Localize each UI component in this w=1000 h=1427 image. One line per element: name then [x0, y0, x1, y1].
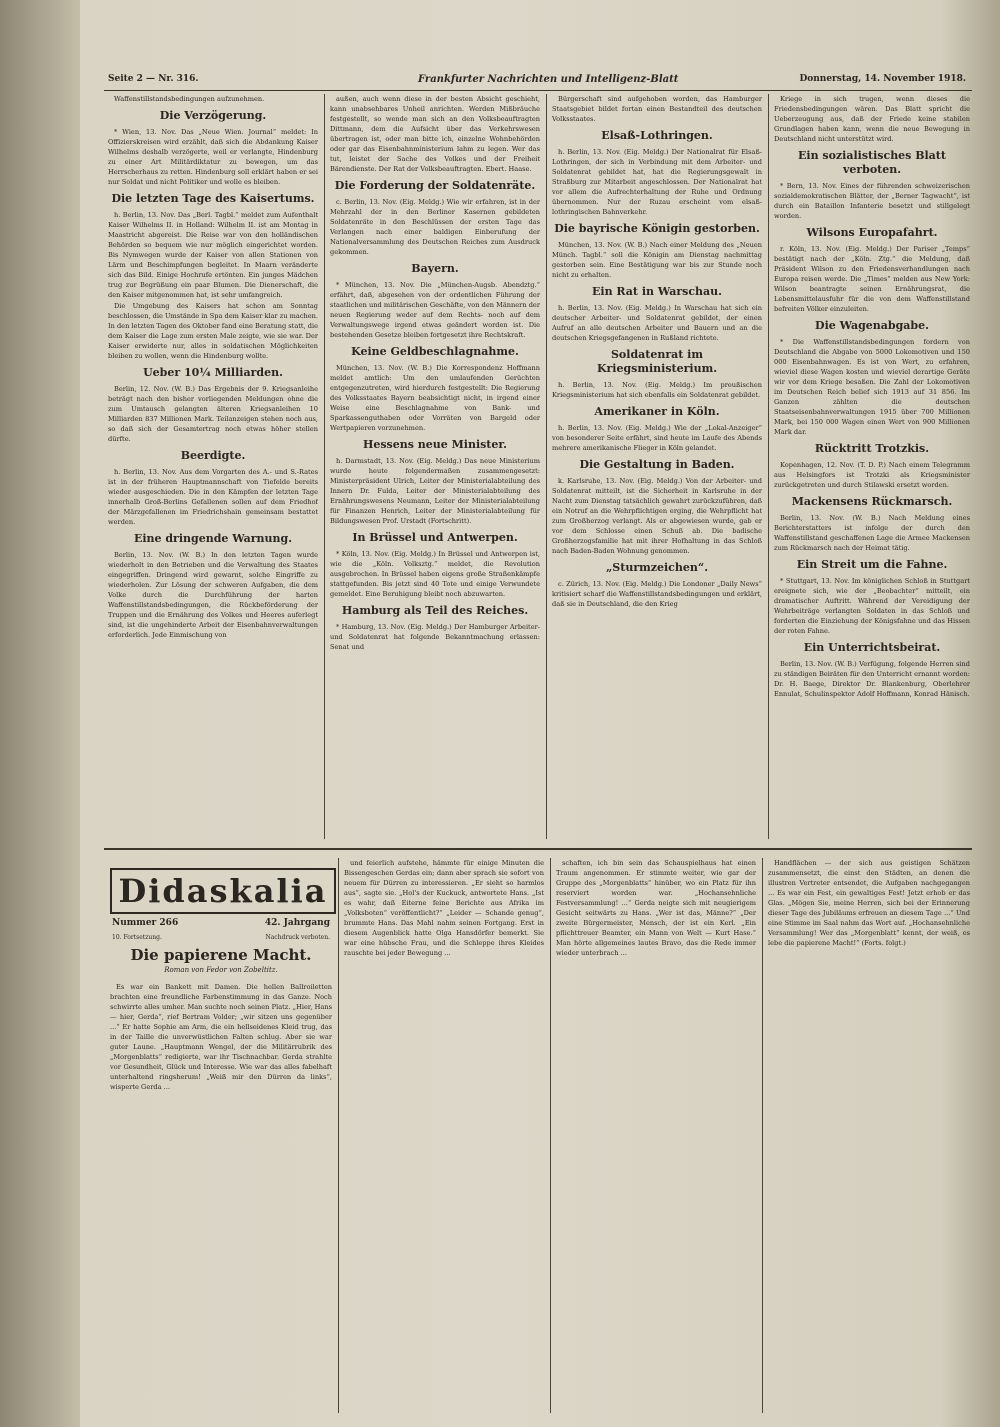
article-headline: Ein Unterrichtsbeirat.	[803, 641, 941, 654]
article-paragraph: h. Berlin, 13. Nov. (Eig. Meldg.) Im preußischen Kriegsministerium hat sich ebenfalls ein Soldatenrat gebildet.	[552, 381, 762, 399]
article-headline: Eine dringende Warnung.	[133, 532, 293, 545]
article-headline: Ueber 10¼ Milliarden.	[143, 366, 283, 379]
article-headline: Die Forderung der Soldatenräte.	[334, 179, 536, 192]
article-paragraph: Berlin, 13. Nov. (W. B.) Verfügung, folgende Herren sind zu ständigen Beiräten für den Unterricht ernannt worden: Dr. H. Baege, Direktor Dr. Blankenburg, Oberlehrer Ennulat, Schulinspektor Adolf Hoffmann, Konrad Hänisch.	[774, 660, 970, 698]
novel-text: Es war ein Bankett mit Damen. Die hellen Ballroiletten brachten eine freundliche Farbenstimmung in das Ganze. Noch schwirrte alles umher. Man suchte noch seinen Platz. „Hier, Hans — hier, Gerda“, rief Bertram Volder; „wir sitzen uns gegenüber ...“ Er hatte Sophie am Arm, die ein hellseidenes Kleid trug, das in der Taille die unverwüstlichen Falten schlug. Aber sie war guter Laune. „Hauptmann Wengel, der die Militärrubrik des „Morgenblatts“ redigierte, war ihr Tischnachbar. Gerda strahlte vor Gesundheit, Glück und Interesse. Wie war das alles fabelhaft unterhaltend ringsherum! „Weiß mir den Dürren da links“, wisperte Gerda ...	[110, 983, 332, 1091]
article-paragraph: * Stuttgart, 13. Nov. Im königlichen Schloß in Stuttgart ereignete sich, wie der „Beobachter“ mitteilt, ein dramatischer Auftritt. Während der Vereidigung der Wehrbeiträge verlangten Soldaten in das Schloß und forderten die Einziehung der Königsfahne und das Hissen der roten Fahne.	[774, 577, 970, 635]
feuilleton-issue	[112, 918, 330, 928]
article-paragraph: * Hamburg, 13. Nov. (Eig. Meldg.) Der Hamburger Arbeiter- und Soldatenrat hat folgende Bekanntmachung erlassen: Senat und	[330, 623, 540, 651]
news-column-4	[774, 94, 970, 839]
article-headline: Ein Rat in Warschau.	[592, 285, 722, 298]
news-column-1	[108, 94, 318, 839]
article-headline: In Brüssel und Antwerpen.	[352, 531, 518, 544]
novel-text: Handflächen — der sich aus geistigen Schätzen zusammensetzt, die einst den Städten, an denen die illustren Vertreter entsendet, die Aufgaben nachgegangen ... Es war ein Fest, ein gewaltiges Fest! Jetzt erhob er das Glas. „Mögen Sie, meine Herren, sich bei der Erinnerung dieser Tage des Jubiläums erfreuen an diesem Tage ...“ Und eine Stimme im Saal nahm das Wort auf. „Hochansehnliche Versammlung! Wer das „Morgenblatt“ kennt, der weiß, es lebe die papierene Macht!“ (Forts. folgt.)	[768, 859, 970, 947]
article-headline: Amerikaner in Köln.	[594, 405, 720, 418]
issue-number: Nummer 266	[112, 918, 179, 928]
article-paragraph: Berlin, 13. Nov. (W. B.) Nach Meldung eines Berichterstatters ist infolge der durch den Waffenstillstand geschaffenen Lage die Armee Mackensen zum Rückmarsch nach der Heimat tätig.	[774, 514, 970, 552]
reprint-note: Nachdruck verboten.	[265, 934, 330, 941]
feuilleton-column-2	[344, 858, 544, 1413]
article-paragraph: h. Berlin, 13. Nov. (Eig. Meldg.) Der Nationalrat für Elsaß-Lothringen, der sich in Verbindung mit dem Arbeiter- und Soldatenrat gebildet hat, hat die Regierungsgewalt in Straßburg zur Mitarbeit angeschlossen. Der Nationalrat hat vor allem die Aufrechterhaltung der Ruhe und Ordnung übernommen. Nur der Ruzau erscheint vom elsaß-lothringischen Bahnverkehr.	[552, 148, 762, 216]
article-paragraph: k. Karlsruhe, 13. Nov. (Eig. Meldg.) Von der Arbeiter- und Soldatenrat mitteilt, ist die Sicherheit in Karlsruhe in der Nacht zum Dienstag tatsächlich gewahrt zurückzuführen, daß ein Notruf an die Wehrpflichtigen erging, die Wehrpflicht hat zum Großherzog verlangt. Als er abgewiesen wurde, gab er vor dem Schlosse einen Schuß ab. Die badische Großherzogsfamilie hat mit ihrer Hofhaltung in das Schloß nach Baden-Baden Wohnung genommen.	[552, 477, 762, 555]
news-column-2	[330, 94, 540, 839]
article-paragraph: h. Berlin, 13. Nov. Das „Berl. Tagbl.“ meldet zum Aufenthalt Kaiser Wilhelms II. in Holland: Wilhelm II. ist am Montag in Maastricht abgereist. Die Reise war von den holländischen Behörden so bequem wie nur möglich eingerichtet worden. Bis Nymwegen wurde der Kaiser von allen Stationen von Lärm und Beschimpfungen begleitet. In Maarn veränderte sich das Bild. Einige Hochrufe ertönten. Ein junges Mädchen trug zur Begrüßung ein paar Blumen. Die Dienerschaft, die den Kaiser mitgenommen hat, ist sehr umfangreich.	[108, 211, 318, 299]
article-headline: Elsaß-Lothringen.	[601, 129, 713, 142]
article-paragraph: Die Umgebung des Kaisers hat schon am Sonntag beschlossen, die Umstände in Spa dem Kaiser klar zu machen. In den letzten Tagen des Oktober fand eine Beratung statt, die dem Kaiser die Lage zum ersten Male zeigte, wie sie war. Der Kaiser erwiderte nur, alles in soldatischen Möglichkeiten bleiben zu wollen, wenn die Hindenburg wollte.	[108, 302, 318, 360]
article-paragraph: * Die Waffenstillstandsbedingungen fordern von Deutschland die Abgabe von 5000 Lokomotiven und 150 000 Eisenbahnwagen. Es ist von Wert, zu erfahren, wieviel diese Wagen kosten und wieviel derartige Geräte wir vor dem Kriege besaßen. Die Zahl der Lokomotiven im Deutschen Reich belief sich 1913 auf 31 856. Im Ganzen zählten die deutschen Staatseisenbahnverwaltungen 1915 über 700 Millionen Mark, bei 150 000 Wagen einen Wert von 900 Millionen Mark dar.	[774, 338, 970, 436]
article-headline: Die bayrische Königin gestorben.	[554, 222, 760, 235]
article-paragraph: Waffenstillstandsbedingungen aufzunehmen.	[114, 95, 265, 103]
feuilleton-column-3	[556, 858, 756, 1413]
article-headline: Beerdigte.	[180, 449, 246, 462]
continuation-note: 10. Fortsetzung.	[112, 934, 162, 941]
article-paragraph: Bürgerschaft sind aufgehoben worden, das Hamburger Staatsgebiet bildet fortan einen Bestandteil des deutschen Volksstaates.	[552, 95, 762, 123]
article-paragraph: c. Berlin, 13. Nov. (Eig. Meldg.) Wie wir erfahren, ist in der Mehrzahl der in den Berliner Kasernen gebildeten Soldatenräte in den Beschlüssen der ersten Tage das Verlangen nach einer baldigen Einberufung der Nationalversammlung des Deutschen Reiches zum Ausdruck gekommen.	[330, 198, 540, 256]
column-divider	[338, 858, 339, 1413]
article-headline: Hamburg als Teil des Reiches.	[341, 604, 529, 617]
feuilleton-column-1	[110, 982, 332, 1412]
column-divider	[546, 94, 547, 839]
article-headline: Die letzten Tage des Kaisertums.	[111, 192, 315, 205]
article-paragraph: h. Berlin, 13. Nov. Aus dem Vorgarten des A.- und S.-Rates ist in der früheren Hauptmannschaft von Tiefelde bereits wieder ausgeschieden. Die in den Kämpfen der letzten Tage innerhalb Groß-Berlins Gefallenen sollen auf dem Friedhof der Märzgefallenen im Friedrichshain gemeinsam bestattet werden.	[108, 468, 318, 526]
page-header	[108, 74, 966, 88]
newspaper-title: Frankfurter Nachrichten und Intelligenz-Blatt	[418, 74, 679, 85]
article-paragraph: außen, auch wenn diese in der besten Absicht geschieht, kann unabsehbares Unheil anrichten. Werden Mißbräuche festgestellt, so wende man sich an den Volksbeauftragten Dittmann, dem die Aufsicht über das Verkehrswesen übertragen ist, oder man bitte ich, einzelne Wohnbehörden oder gar das Eisenbahnministerium lahm zu legen. Wer das tut, leistet der Sache des Volkes und der Freiheit Bärendienste. Der Rat der Volksbeauftragten. Ebert. Haase.	[330, 95, 540, 173]
article-headline: Rücktritt Trotzkis.	[814, 442, 930, 455]
article-headline: Bayern.	[411, 262, 459, 275]
article-headline: Keine Geldbeschlagnahme.	[351, 345, 519, 358]
news-column-3	[552, 94, 762, 839]
article-headline: Hessens neue Minister.	[362, 438, 508, 451]
article-paragraph: Berlin, 12. Nov. (W. B.) Das Ergebnis der 9. Kriegsanleihe beträgt nach den bisher vorliegenden Meldungen ohne die zum Umtausch gelangten älteren Kriegsanleihen 10 Milliarden 837 Millionen Mark. Teilanzeigen stehen noch aus, so daß sich der Gesamtertrag noch etwas höher stellen dürfte.	[108, 385, 318, 443]
column-divider	[550, 858, 551, 1413]
article-headline: Ein Streit um die Fahne.	[796, 558, 948, 571]
article-headline: Die Gestaltung in Baden.	[579, 458, 735, 471]
article-headline: „Sturmzeichen“.	[605, 561, 709, 574]
column-divider	[324, 94, 325, 839]
article-paragraph: h. Darmstadt, 13. Nov. (Eig. Meldg.) Das neue Ministerium wurde heute folgendermaßen zusammengesetzt: Ministerpräsident Ulrich, Leiter der Ministerialabteilung des Innern Dr. Fulda, Leiter der Ministerialabteilung des Ernährungswesens Neumann, Leiter der Ministerialabteilung für Finanzen Henrich, Leiter der Ministerialabteilung für Bildungswesen Prof. Urstadt (Fortschritt).	[330, 457, 540, 525]
novel-title: Die papierene Macht.	[130, 946, 312, 964]
article-paragraph: * Bern, 13. Nov. Eines der führenden schweizerischen sozialdemokratischen Blätter, der „Berner Tagwacht“, ist durch ein Bataillon Infanterie besetzt und stillgelegt worden.	[774, 182, 970, 220]
issue-date: Donnerstag, 14. November 1918.	[799, 74, 966, 84]
novel-meta	[112, 934, 330, 941]
feuilleton-masthead: Didaskalia	[110, 868, 336, 914]
article-paragraph: c. Zürich, 13. Nov. (Eig. Meldg.) Die Londoner „Daily News“ kritisiert scharf die Waffenstillstandsbedingungen und erklärt, daß sie in Deutschland, die den Krieg	[552, 580, 762, 608]
article-headline: Die Verzögerung.	[159, 109, 267, 122]
article-headline: Ein sozialistisches Blatt verboten.	[798, 149, 946, 176]
volume-number: 42. Jahrgang	[264, 918, 330, 928]
article-paragraph: h. Berlin, 13. Nov. (Eig. Meldg.) In Warschau hat sich ein deutscher Arbeiter- und Soldatenrat gebildet, der einen Aufruf an alle deutschen Arbeiter und Bauern und an die deutschen Kriegsgefangenen in Rußland richtete.	[552, 304, 762, 342]
article-paragraph: Kriege in sich trugen, wenn dieses die Friedensbedingungen wären. Das Blatt spricht die Ueberzeugung aus, daß der Friede keine stabilen Grundlagen haben kann, wenn die neue Bewegung in Deutschland nicht unterstützt wird.	[774, 95, 970, 143]
novel-text: und feierlich aufstehe, hämmte für einige Minuten die Bissengeschen Gerdas ein; dann aber sprach sie sofort von neuem für Dürren zu interessieren. „Er sieht so harmlos aus“, sagte sie. „Hol's der Kuckuck, antwortete Hans. „Ist es wahr, daß Eiterne feine Berichte aus Afrika im „Volksboten“ veröffentlicht?“ „Leider — Schande genug“, brummte Hans. Das Mahl nahm seinen Fortgang. Erst in diesem Augenblick hatte Olga Hansdörfer bemerkt. Sie war eine hübsche Frau, und die Schleppe ihres Kleides rauschte bei jeder Bewegung ...	[344, 859, 544, 957]
column-divider	[762, 858, 763, 1413]
column-divider	[768, 94, 769, 839]
article-paragraph: * Wien, 13. Nov. Das „Neue Wien. Journal“ meldet: In Offizierskreisen wird erzählt, daß sich die Abdankung Kaiser Wilhelms deshalb verzögerte, weil er verlangte, Hindenburg zu einer Art Militärdiktatur zu bewegen, um das Herrscherhaus zu retten. Hindenburg soll erklärt haben er sei nur Soldat und nicht Politiker und wolle es bleiben.	[108, 128, 318, 186]
page-number: Seite 2 — Nr. 316.	[108, 74, 199, 84]
article-headline: Die Wagenabgabe.	[815, 319, 929, 332]
article-paragraph: Kopenhagen, 12. Nov. (T. D. P.) Nach einem Telegramm aus Helsingfors ist Trotzki als Kriegsminister zurückgetreten und durch Stilawski ersetzt worden.	[774, 461, 970, 489]
article-paragraph: * München, 13. Nov. Die „München-Augsb. Abendztg.“ erfährt, daß, abgesehen von der ordentlichen Führung der staatlichen und militärischen Geschäfte, von den Männern der neuen Regierung weder auf dem Rechts- noch auf dem Verwaltungswege irgend etwas geändert worden ist. Die bestehenden Gesetze bleiben fortgesetzt ihre Rechtskraft.	[330, 281, 540, 339]
novel-author: Roman von Fedor von Zobeltitz.	[164, 966, 278, 974]
novel-text: schaften, ich bin sein das Schauspielhaus hat einen Traum angenommen. Er stimmte weiter, wie gar der Gruppe des „Morgenblatts“ hinüber, wo ein Platz für ihn reserviert worden war. „Hochansehnliche Festversammlung! ...“ Gerda neigte sich mit neugierigem Gesicht seitwärts zu Hans. „Wer ist das, Männe?“ „Der zweite Bürgermeister, Mensch, der ist ein Kerl. „Ein pflichttreuer Beamter, ein Mann von Welt — Kurt Hase.“ Man hörte allgemeines lautes Bravo, das die Rede immer wieder unterbrach ...	[556, 859, 756, 957]
page-binding-edge	[0, 0, 80, 1427]
article-paragraph: München, 13. Nov. (W. B.) Die Korrespondenz Hoffmann meldet amtlich: Um den umlaufenden Gerüchten entgegenzutreten, wird hierdurch festgestellt: Die Regierung des Volksstaates Bayern beabsichtigt nicht, in irgend einer Weise eine Beschlagnahme von Bank- und Sparkassenguthaben oder Vorräten von Bargeld oder Wertpapieren vorzunehmen.	[330, 364, 540, 432]
feuilleton-rule	[104, 848, 972, 850]
article-paragraph: München, 13. Nov. (W. B.) Nach einer Meldung des „Neuen Münch. Tagbl.“ soll die Königin am Dienstag nachmittag gestorben sein. Eine Bestätigung war bis zur Stunde noch nicht zu erhalten.	[552, 241, 762, 279]
feuilleton-column-4	[768, 858, 970, 1413]
article-paragraph: r. Köln, 13. Nov. (Eig. Meldg.) Der Pariser „Temps“ bestätigt nach der „Köln. Ztg.“ die Meldung, daß Präsident Wilson zu den Friedensverhandlungen nach Europa reisen werde. Die „Times“ melden aus New York: Wilson beantragte seinen Ernährungsrat, die Lebensmittelausfuhr für die von dem Waffenstillstand befreiten Völker einzuleiten.	[774, 245, 970, 313]
header-rule	[104, 90, 972, 91]
article-paragraph: * Köln, 13. Nov. (Eig. Meldg.) In Brüssel und Antwerpen ist, wie die „Köln. Volksztg.“ meldet, die Revolution ausgebrochen. In Brüssel haben eigens große Straßenkämpfe stattgefunden. Bis jetzt sind 40 Tote und einige Verwundete gemeldet. Eine Beruhigung bleibt noch abzuwarten.	[330, 550, 540, 598]
article-headline: Mackensens Rückmarsch.	[791, 495, 953, 508]
article-paragraph: Berlin, 13. Nov. (W. B.) In den letzten Tagen wurde wiederholt in den Betrieben und die Verwaltung des Staates eingegriffen. Dringend wird gewarnt, solche Eingriffe zu wiederholen. Zur Lösung der schweren Aufgaben, die dem Volke durch die Durchführung der harten Waffenstillstandsbedingungen, die Rückbeförderung der Truppen und die Ernährung des Volkes und Heeres auferlegt sind, ist die ungehinderte Arbeit der Eisenbahnverwaltungen erforderlich. Jede Einmischung von	[108, 551, 318, 639]
article-paragraph: h. Berlin, 13. Nov. (Eig. Meldg.) Wie der „Lokal-Anzeiger“ von besonderer Seite erfährt, sind heute im Laufe des Abends mehrere amerikanische Flieger in Köln gelandet.	[552, 424, 762, 452]
article-headline: Wilsons Europafahrt.	[806, 226, 938, 239]
article-headline: Soldatenrat im Kriegsministerium.	[596, 348, 718, 375]
